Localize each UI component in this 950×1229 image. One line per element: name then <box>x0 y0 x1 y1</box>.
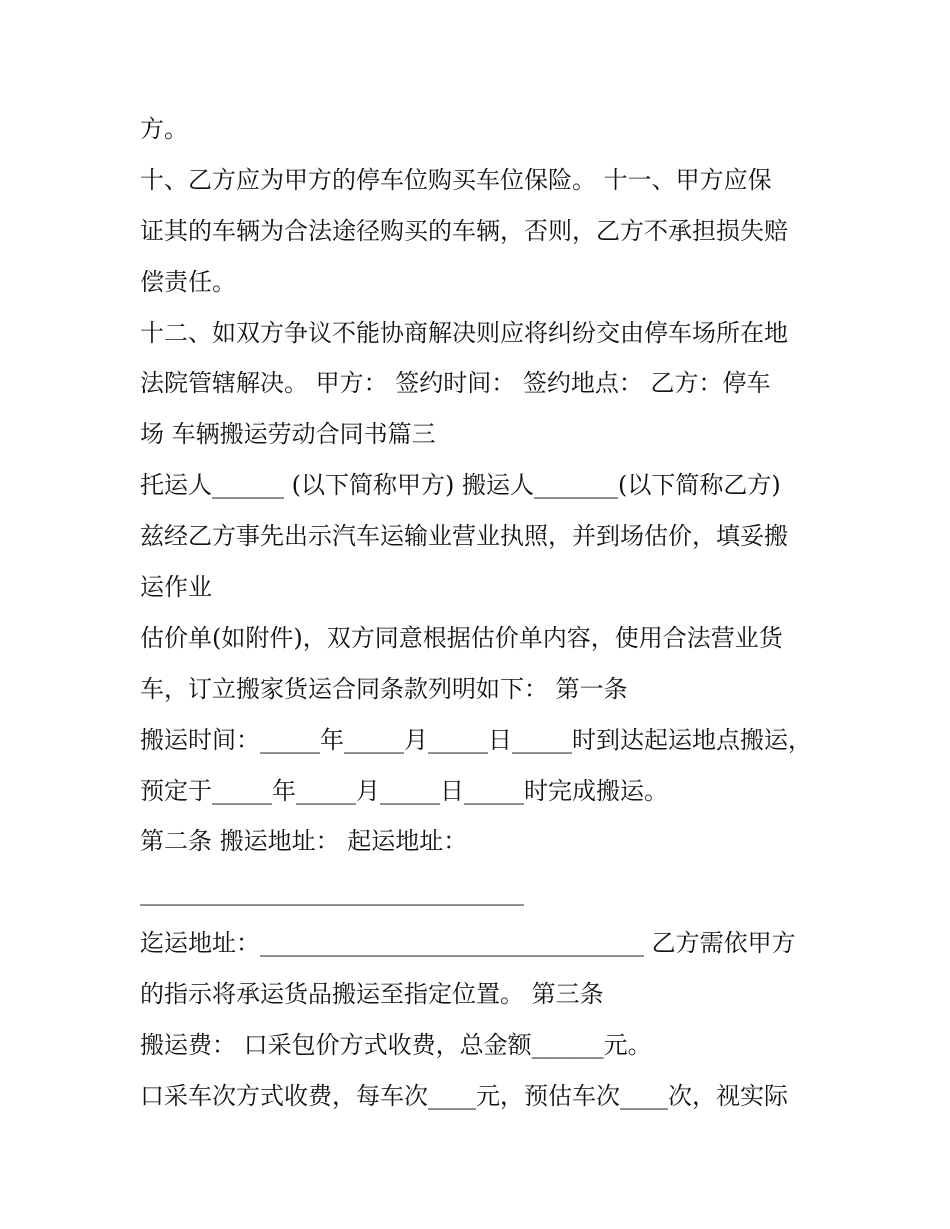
text-line: 搬运费： 口采包价方式收费，总金额______元。 <box>140 1031 652 1060</box>
text-line: 法院管辖解决。 甲方： 签约时间： 签约地点： 乙方：停车 <box>140 369 771 398</box>
text-line: 的指示将承运货品搬运至指定位置。 第三条 <box>140 980 604 1009</box>
text-line: 兹经乙方事先出示汽车运输业营业执照，并到场估价，填妥搬 <box>140 522 788 551</box>
document-body <box>140 104 830 1122</box>
text-line: 证其的车辆为合法途径购买的车辆，否则，乙方不承担损失赔 <box>140 216 788 245</box>
text-line: 第二条 搬运地址： 起运地址： <box>140 827 468 856</box>
text-line: 预定于_____年_____月_____日_____时完成搬运。 <box>140 776 668 805</box>
text-line: 方。 <box>140 115 188 143</box>
text-line: 场 车辆搬运劳动合同书篇三 <box>140 420 436 449</box>
text-line: 口采车次方式收费，每车次____元，预估车次____次，视实际 <box>140 1081 788 1110</box>
text-line: ________________________________ <box>140 878 524 907</box>
text-line: 偿责任。 <box>140 267 236 296</box>
text-line: 十二、如双方争议不能协商解决则应将纠纷交由停车场所在地 <box>140 318 788 347</box>
text-line: 运作业 <box>140 573 212 602</box>
text-line: 估价单(如附件)，双方同意根据估价单内容，使用合法营业货 <box>140 623 783 652</box>
text-line: 十、乙方应为甲方的停车位购买车位保险。 十一、甲方应保 <box>140 165 772 194</box>
text-line: 托运人______ (以下简称甲方) 搬运人_______(以下简称乙方) <box>140 471 781 500</box>
text-line: 迄运地址：________________________________ 乙方需依甲方 <box>140 929 796 958</box>
text-line: 车，订立搬家货运合同条款列明如下： 第一条 <box>140 674 628 703</box>
text-line: 搬运时间：_____年_____月_____日_____时到达起运地点搬运， <box>140 725 812 754</box>
